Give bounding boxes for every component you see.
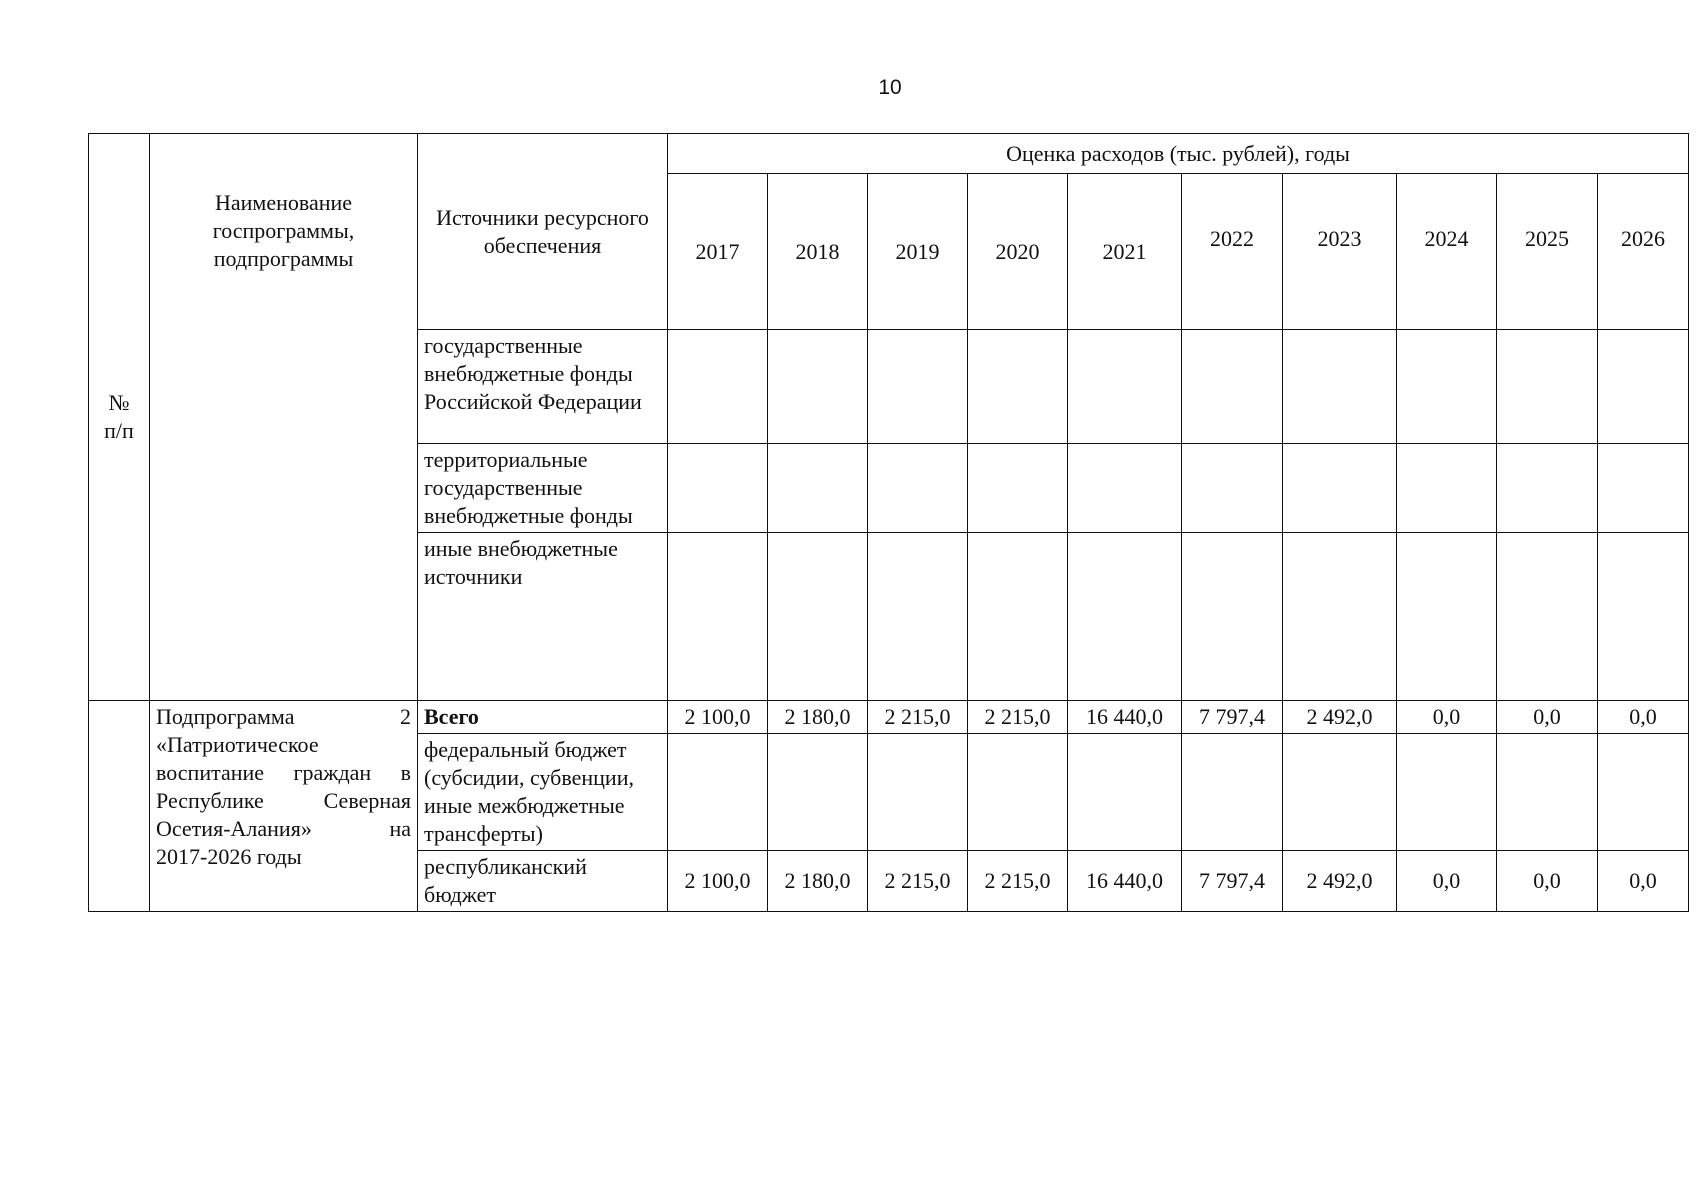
header-year: 2023 xyxy=(1283,174,1397,330)
header-name: Наименование госпрограммы, подпрограммы xyxy=(212,190,355,271)
value-cell xyxy=(968,734,1068,851)
value-cell xyxy=(1598,734,1689,851)
value-cell xyxy=(1283,734,1397,851)
source-cell: республиканский бюджет xyxy=(418,851,668,912)
source-cell: иные внебюджетные источники xyxy=(418,533,668,701)
value-cell: 2 180,0 xyxy=(768,701,868,734)
subprogram-years: 2017-2026 годы xyxy=(156,844,302,869)
value-cell: 2 215,0 xyxy=(868,701,968,734)
header-year: 2022 xyxy=(1182,174,1283,330)
page-number: 10 xyxy=(878,76,902,99)
value-cell: 16 440,0 xyxy=(1068,851,1182,912)
header-year: 2026 xyxy=(1598,174,1689,330)
header-year: 2024 xyxy=(1397,174,1497,330)
value-cell: 2 492,0 xyxy=(1283,701,1397,734)
value-cell: 2 100,0 xyxy=(668,701,768,734)
value-cell xyxy=(1397,734,1497,851)
value-cell: 2 215,0 xyxy=(968,851,1068,912)
value-cell: 2 180,0 xyxy=(768,851,868,912)
value-cell xyxy=(1497,734,1598,851)
value-cell: 7 797,4 xyxy=(1182,701,1283,734)
value-cell: 0,0 xyxy=(1598,851,1689,912)
header-number: № п/п xyxy=(89,134,150,701)
source-cell: федеральный бюджет (субсидии, субвенции, иные межбюджетные трансферты) xyxy=(418,734,668,851)
header-estimate-title: Оценка расходов (тыс. рублей), годы xyxy=(668,134,1689,174)
header-source: Источники ресурсного обеспечения xyxy=(418,134,668,330)
value-cell: 16 440,0 xyxy=(1068,701,1182,734)
value-cell: 0,0 xyxy=(1497,851,1598,912)
value-cell xyxy=(1068,734,1182,851)
source-cell: государственные внебюджетные фонды Российской Федерации xyxy=(418,330,668,444)
value-cell xyxy=(768,734,868,851)
source-cell-total: Всего xyxy=(418,701,668,734)
header-year: 2017 xyxy=(668,174,768,330)
header-year: 2020 xyxy=(968,174,1068,330)
value-cell: 0,0 xyxy=(1598,701,1689,734)
subprogram-number-cell xyxy=(89,701,150,912)
source-cell: территориальные государственные внебюджетные фонды xyxy=(418,444,668,533)
header-year: 2018 xyxy=(768,174,868,330)
table-row-total xyxy=(89,701,1689,734)
value-cell: 2 492,0 xyxy=(1283,851,1397,912)
value-cell xyxy=(868,734,968,851)
header-name-cell xyxy=(150,134,418,701)
subprogram-name xyxy=(150,701,418,912)
header-year: 2019 xyxy=(868,174,968,330)
value-cell xyxy=(668,734,768,851)
subprogram-name-text: Подпрограмма 2 «Патриотическое воспитание граждан в Республике Северная Осетия-Алания» на xyxy=(156,704,411,841)
value-cell: 2 100,0 xyxy=(668,851,768,912)
value-cell: 2 215,0 xyxy=(868,851,968,912)
value-cell: 0,0 xyxy=(1497,701,1598,734)
value-cell: 0,0 xyxy=(1397,701,1497,734)
header-year: 2025 xyxy=(1497,174,1598,330)
value-cell: 0,0 xyxy=(1397,851,1497,912)
value-cell: 7 797,4 xyxy=(1182,851,1283,912)
value-cell: 2 215,0 xyxy=(968,701,1068,734)
budget-table xyxy=(88,133,1689,912)
header-year: 2021 xyxy=(1068,174,1182,330)
value-cell xyxy=(1182,734,1283,851)
header-row-top xyxy=(89,134,1689,174)
